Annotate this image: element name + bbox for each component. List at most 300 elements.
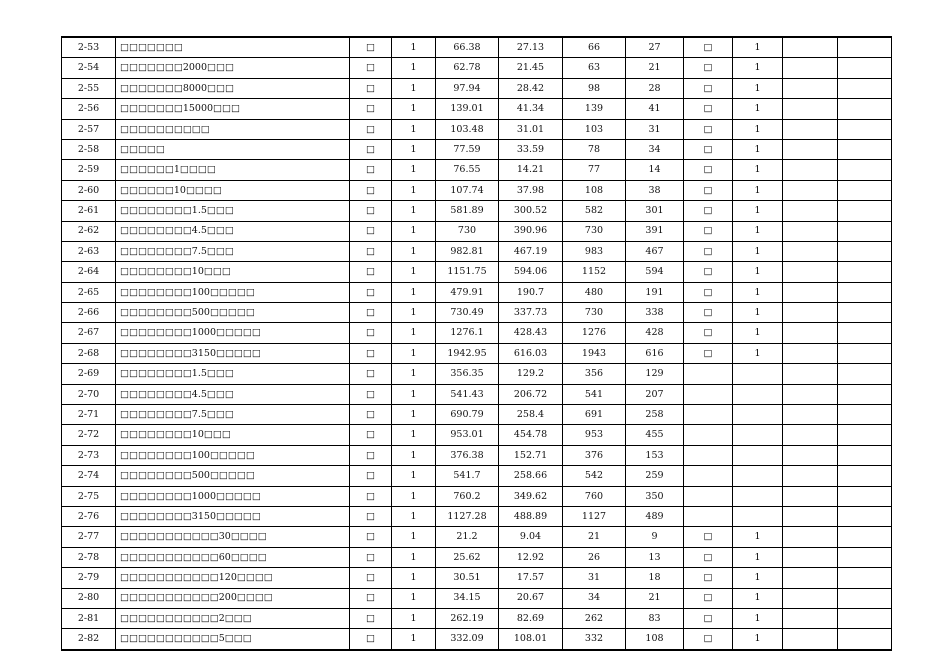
blank-cell	[783, 364, 838, 384]
quantity-cell-2: 1	[733, 323, 783, 343]
labor-cost-cell: 337.73	[499, 303, 563, 323]
unit-price-cell: 103.48	[436, 119, 499, 139]
table-row	[62, 323, 892, 343]
rounded-price-cell: 1152	[563, 262, 626, 282]
labor-cost-cell: 454.78	[499, 425, 563, 445]
rounded-labor-cell: 207	[626, 384, 684, 404]
labor-cost-cell: 428.43	[499, 323, 563, 343]
unit-cell: □	[350, 343, 392, 363]
table-row	[62, 58, 892, 78]
rounded-price-cell: 103	[563, 119, 626, 139]
item-code-cell: 2-77	[62, 527, 116, 547]
rounded-price-cell: 108	[563, 180, 626, 200]
rounded-price-cell: 31	[563, 568, 626, 588]
blank-cell	[783, 608, 838, 628]
rounded-price-cell: 1276	[563, 323, 626, 343]
item-name-cell: □□□□□□□2000□□□	[116, 58, 350, 78]
table-row	[62, 445, 892, 465]
labor-cost-cell: 27.13	[499, 37, 563, 58]
unit-cell: □	[350, 58, 392, 78]
unit-cell-2: □	[684, 262, 733, 282]
item-code-cell: 2-55	[62, 78, 116, 98]
quantity-cell: 1	[392, 608, 436, 628]
quantity-cell: 1	[392, 466, 436, 486]
quantity-cell: 1	[392, 364, 436, 384]
item-code-cell: 2-59	[62, 160, 116, 180]
quantity-cell: 1	[392, 99, 436, 119]
unit-cell-2	[684, 384, 733, 404]
rounded-labor-cell: 27	[626, 37, 684, 58]
unit-cell-2: □	[684, 160, 733, 180]
quantity-cell-2	[733, 425, 783, 445]
rounded-price-cell: 63	[563, 58, 626, 78]
table-row	[62, 180, 892, 200]
blank-cell	[838, 180, 892, 200]
blank-cell	[838, 323, 892, 343]
quantity-cell: 1	[392, 282, 436, 302]
price-table	[61, 36, 892, 651]
unit-cell: □	[350, 99, 392, 119]
unit-cell-2	[684, 364, 733, 384]
table-row	[62, 466, 892, 486]
rounded-labor-cell: 153	[626, 445, 684, 465]
unit-price-cell: 1276.1	[436, 323, 499, 343]
labor-cost-cell: 108.01	[499, 629, 563, 650]
quantity-cell: 1	[392, 547, 436, 567]
table-row	[62, 527, 892, 547]
rounded-price-cell: 480	[563, 282, 626, 302]
labor-cost-cell: 41.34	[499, 99, 563, 119]
item-code-cell: 2-75	[62, 486, 116, 506]
blank-cell	[838, 568, 892, 588]
quantity-cell-2: 1	[733, 588, 783, 608]
item-name-cell: □□□□□□□□3150□□□□□	[116, 506, 350, 526]
labor-cost-cell: 37.98	[499, 180, 563, 200]
quantity-cell-2: 1	[733, 139, 783, 159]
quantity-cell: 1	[392, 445, 436, 465]
blank-cell	[838, 425, 892, 445]
unit-cell-2: □	[684, 323, 733, 343]
blank-cell	[783, 37, 838, 58]
table-row	[62, 425, 892, 445]
item-name-cell: □□□□□□□□7.5□□□	[116, 241, 350, 261]
labor-cost-cell: 488.89	[499, 506, 563, 526]
unit-cell: □	[350, 262, 392, 282]
table-row	[62, 160, 892, 180]
blank-cell	[783, 486, 838, 506]
rounded-price-cell: 691	[563, 405, 626, 425]
item-code-cell: 2-62	[62, 221, 116, 241]
rounded-labor-cell: 350	[626, 486, 684, 506]
table-row	[62, 119, 892, 139]
unit-price-cell: 760.2	[436, 486, 499, 506]
unit-cell-2: □	[684, 201, 733, 221]
table-row	[62, 139, 892, 159]
table-row	[62, 405, 892, 425]
rounded-labor-cell: 259	[626, 466, 684, 486]
item-name-cell: □□□□□□□□1000□□□□□	[116, 486, 350, 506]
quantity-cell: 1	[392, 241, 436, 261]
quantity-cell-2: 1	[733, 241, 783, 261]
blank-cell	[783, 588, 838, 608]
quantity-cell: 1	[392, 262, 436, 282]
unit-cell-2: □	[684, 58, 733, 78]
rounded-labor-cell: 21	[626, 588, 684, 608]
item-name-cell: □□□□□□10□□□□	[116, 180, 350, 200]
quantity-cell-2: 1	[733, 58, 783, 78]
unit-cell-2: □	[684, 527, 733, 547]
unit-cell: □	[350, 608, 392, 628]
blank-cell	[783, 78, 838, 98]
blank-cell	[783, 445, 838, 465]
item-name-cell: □□□□□□□□1000□□□□□	[116, 323, 350, 343]
unit-cell-2	[684, 486, 733, 506]
rounded-labor-cell: 28	[626, 78, 684, 98]
unit-price-cell: 66.38	[436, 37, 499, 58]
item-code-cell: 2-78	[62, 547, 116, 567]
labor-cost-cell: 9.04	[499, 527, 563, 547]
item-code-cell: 2-64	[62, 262, 116, 282]
rounded-labor-cell: 13	[626, 547, 684, 567]
unit-price-cell: 1127.28	[436, 506, 499, 526]
blank-cell	[838, 588, 892, 608]
quantity-cell-2: 1	[733, 201, 783, 221]
quantity-cell: 1	[392, 527, 436, 547]
labor-cost-cell: 190.7	[499, 282, 563, 302]
rounded-labor-cell: 338	[626, 303, 684, 323]
rounded-labor-cell: 83	[626, 608, 684, 628]
quantity-cell: 1	[392, 221, 436, 241]
blank-cell	[783, 241, 838, 261]
unit-price-cell: 953.01	[436, 425, 499, 445]
quantity-cell-2: 1	[733, 221, 783, 241]
rounded-price-cell: 262	[563, 608, 626, 628]
blank-cell	[838, 37, 892, 58]
quantity-cell-2: 1	[733, 282, 783, 302]
unit-cell: □	[350, 445, 392, 465]
unit-cell: □	[350, 160, 392, 180]
blank-cell	[783, 58, 838, 78]
blank-cell	[783, 282, 838, 302]
table-row	[62, 547, 892, 567]
quantity-cell: 1	[392, 37, 436, 58]
rounded-price-cell: 376	[563, 445, 626, 465]
rounded-labor-cell: 489	[626, 506, 684, 526]
quantity-cell-2	[733, 405, 783, 425]
blank-cell	[783, 119, 838, 139]
item-name-cell: □□□□□□□15000□□□	[116, 99, 350, 119]
item-name-cell: □□□□□□□□4.5□□□	[116, 221, 350, 241]
blank-cell	[783, 466, 838, 486]
item-name-cell: □□□□□	[116, 139, 350, 159]
item-code-cell: 2-69	[62, 364, 116, 384]
unit-cell-2	[684, 425, 733, 445]
rounded-price-cell: 1127	[563, 506, 626, 526]
item-name-cell: □□□□□□□□1.5□□□	[116, 201, 350, 221]
rounded-price-cell: 953	[563, 425, 626, 445]
item-name-cell: □□□□□□□□100□□□□□	[116, 445, 350, 465]
rounded-price-cell: 78	[563, 139, 626, 159]
item-name-cell: □□□□□□□□3150□□□□□	[116, 343, 350, 363]
unit-cell: □	[350, 282, 392, 302]
quantity-cell: 1	[392, 160, 436, 180]
rounded-labor-cell: 14	[626, 160, 684, 180]
blank-cell	[783, 425, 838, 445]
rounded-labor-cell: 467	[626, 241, 684, 261]
item-name-cell: □□□□□□□□10□□□	[116, 425, 350, 445]
blank-cell	[838, 303, 892, 323]
unit-price-cell: 1151.75	[436, 262, 499, 282]
unit-price-cell: 541.7	[436, 466, 499, 486]
blank-cell	[838, 343, 892, 363]
blank-cell	[838, 221, 892, 241]
unit-cell: □	[350, 241, 392, 261]
labor-cost-cell: 258.66	[499, 466, 563, 486]
item-name-cell: □□□□□□□□□□□200□□□□	[116, 588, 350, 608]
blank-cell	[838, 364, 892, 384]
unit-price-cell: 541.43	[436, 384, 499, 404]
unit-price-cell: 139.01	[436, 99, 499, 119]
unit-cell: □	[350, 180, 392, 200]
quantity-cell-2: 1	[733, 119, 783, 139]
item-code-cell: 2-71	[62, 405, 116, 425]
quantity-cell: 1	[392, 323, 436, 343]
blank-cell	[838, 405, 892, 425]
quantity-cell-2: 1	[733, 37, 783, 58]
rounded-labor-cell: 31	[626, 119, 684, 139]
rounded-labor-cell: 258	[626, 405, 684, 425]
quantity-cell: 1	[392, 486, 436, 506]
quantity-cell: 1	[392, 405, 436, 425]
quantity-cell-2: 1	[733, 568, 783, 588]
unit-cell: □	[350, 384, 392, 404]
labor-cost-cell: 616.03	[499, 343, 563, 363]
blank-cell	[783, 568, 838, 588]
rounded-price-cell: 730	[563, 303, 626, 323]
blank-cell	[838, 78, 892, 98]
rounded-price-cell: 139	[563, 99, 626, 119]
blank-cell	[838, 119, 892, 139]
unit-cell: □	[350, 568, 392, 588]
table-row	[62, 568, 892, 588]
unit-cell: □	[350, 303, 392, 323]
quantity-cell-2: 1	[733, 160, 783, 180]
blank-cell	[783, 506, 838, 526]
unit-cell: □	[350, 119, 392, 139]
blank-cell	[783, 139, 838, 159]
quantity-cell: 1	[392, 180, 436, 200]
spreadsheet	[61, 36, 892, 651]
labor-cost-cell: 349.62	[499, 486, 563, 506]
unit-price-cell: 581.89	[436, 201, 499, 221]
table-row	[62, 262, 892, 282]
blank-cell	[838, 384, 892, 404]
item-name-cell: □□□□□□□	[116, 37, 350, 58]
blank-cell	[838, 486, 892, 506]
rounded-price-cell: 730	[563, 221, 626, 241]
quantity-cell-2	[733, 364, 783, 384]
unit-cell-2: □	[684, 180, 733, 200]
quantity-cell-2: 1	[733, 78, 783, 98]
unit-cell-2: □	[684, 119, 733, 139]
item-name-cell: □□□□□□□□□□□5□□□	[116, 629, 350, 650]
labor-cost-cell: 129.2	[499, 364, 563, 384]
item-code-cell: 2-80	[62, 588, 116, 608]
quantity-cell: 1	[392, 139, 436, 159]
unit-price-cell: 356.35	[436, 364, 499, 384]
unit-cell-2: □	[684, 608, 733, 628]
rounded-labor-cell: 41	[626, 99, 684, 119]
unit-cell: □	[350, 37, 392, 58]
table-row	[62, 343, 892, 363]
blank-cell	[838, 201, 892, 221]
unit-cell-2: □	[684, 547, 733, 567]
table-row	[62, 608, 892, 628]
rounded-labor-cell: 428	[626, 323, 684, 343]
item-code-cell: 2-56	[62, 99, 116, 119]
rounded-labor-cell: 9	[626, 527, 684, 547]
blank-cell	[838, 547, 892, 567]
table-row	[62, 629, 892, 650]
unit-cell: □	[350, 405, 392, 425]
blank-cell	[783, 547, 838, 567]
blank-cell	[838, 99, 892, 119]
item-code-cell: 2-73	[62, 445, 116, 465]
labor-cost-cell: 467.19	[499, 241, 563, 261]
item-code-cell: 2-53	[62, 37, 116, 58]
unit-cell: □	[350, 506, 392, 526]
unit-price-cell: 25.62	[436, 547, 499, 567]
blank-cell	[838, 241, 892, 261]
unit-cell-2	[684, 506, 733, 526]
unit-cell: □	[350, 364, 392, 384]
quantity-cell: 1	[392, 588, 436, 608]
blank-cell	[783, 323, 838, 343]
unit-cell: □	[350, 486, 392, 506]
labor-cost-cell: 21.45	[499, 58, 563, 78]
item-name-cell: □□□□□□□□7.5□□□	[116, 405, 350, 425]
quantity-cell: 1	[392, 201, 436, 221]
quantity-cell: 1	[392, 58, 436, 78]
item-name-cell: □□□□□□□□4.5□□□	[116, 384, 350, 404]
quantity-cell-2	[733, 445, 783, 465]
labor-cost-cell: 20.67	[499, 588, 563, 608]
blank-cell	[783, 527, 838, 547]
quantity-cell-2: 1	[733, 547, 783, 567]
unit-price-cell: 982.81	[436, 241, 499, 261]
item-name-cell: □□□□□□□8000□□□	[116, 78, 350, 98]
labor-cost-cell: 390.96	[499, 221, 563, 241]
labor-cost-cell: 33.59	[499, 139, 563, 159]
blank-cell	[783, 262, 838, 282]
rounded-labor-cell: 108	[626, 629, 684, 650]
rounded-price-cell: 26	[563, 547, 626, 567]
unit-cell-2: □	[684, 99, 733, 119]
quantity-cell: 1	[392, 78, 436, 98]
rounded-price-cell: 66	[563, 37, 626, 58]
item-code-cell: 2-76	[62, 506, 116, 526]
quantity-cell: 1	[392, 303, 436, 323]
item-code-cell: 2-79	[62, 568, 116, 588]
item-name-cell: □□□□□□□□100□□□□□	[116, 282, 350, 302]
quantity-cell-2: 1	[733, 608, 783, 628]
blank-cell	[838, 58, 892, 78]
item-name-cell: □□□□□□□□1.5□□□	[116, 364, 350, 384]
blank-cell	[783, 405, 838, 425]
unit-cell-2: □	[684, 588, 733, 608]
rounded-labor-cell: 594	[626, 262, 684, 282]
labor-cost-cell: 152.71	[499, 445, 563, 465]
labor-cost-cell: 594.06	[499, 262, 563, 282]
quantity-cell: 1	[392, 384, 436, 404]
rounded-price-cell: 21	[563, 527, 626, 547]
item-code-cell: 2-74	[62, 466, 116, 486]
item-code-cell: 2-65	[62, 282, 116, 302]
unit-price-cell: 690.79	[436, 405, 499, 425]
table-row	[62, 384, 892, 404]
unit-price-cell: 332.09	[436, 629, 499, 650]
item-code-cell: 2-63	[62, 241, 116, 261]
unit-cell: □	[350, 629, 392, 650]
rounded-labor-cell: 21	[626, 58, 684, 78]
rounded-price-cell: 582	[563, 201, 626, 221]
blank-cell	[783, 629, 838, 650]
table-row	[62, 506, 892, 526]
item-name-cell: □□□□□□□□□□	[116, 119, 350, 139]
rounded-labor-cell: 129	[626, 364, 684, 384]
unit-cell-2: □	[684, 241, 733, 261]
quantity-cell: 1	[392, 425, 436, 445]
unit-cell: □	[350, 466, 392, 486]
item-code-cell: 2-67	[62, 323, 116, 343]
unit-price-cell: 262.19	[436, 608, 499, 628]
blank-cell	[783, 201, 838, 221]
item-code-cell: 2-58	[62, 139, 116, 159]
labor-cost-cell: 12.92	[499, 547, 563, 567]
rounded-labor-cell: 38	[626, 180, 684, 200]
rounded-price-cell: 983	[563, 241, 626, 261]
quantity-cell-2	[733, 506, 783, 526]
table-row	[62, 588, 892, 608]
blank-cell	[783, 343, 838, 363]
blank-cell	[783, 221, 838, 241]
item-code-cell: 2-70	[62, 384, 116, 404]
item-name-cell: □□□□□□□□□□□30□□□□	[116, 527, 350, 547]
labor-cost-cell: 28.42	[499, 78, 563, 98]
blank-cell	[838, 466, 892, 486]
unit-price-cell: 77.59	[436, 139, 499, 159]
rounded-price-cell: 332	[563, 629, 626, 650]
rounded-price-cell: 98	[563, 78, 626, 98]
labor-cost-cell: 206.72	[499, 384, 563, 404]
item-name-cell: □□□□□□1□□□□	[116, 160, 350, 180]
blank-cell	[838, 527, 892, 547]
quantity-cell: 1	[392, 119, 436, 139]
table-row	[62, 99, 892, 119]
unit-cell: □	[350, 425, 392, 445]
item-code-cell: 2-82	[62, 629, 116, 650]
unit-cell: □	[350, 323, 392, 343]
rounded-labor-cell: 616	[626, 343, 684, 363]
table-row	[62, 241, 892, 261]
item-name-cell: □□□□□□□□10□□□	[116, 262, 350, 282]
quantity-cell-2: 1	[733, 180, 783, 200]
unit-price-cell: 76.55	[436, 160, 499, 180]
quantity-cell: 1	[392, 568, 436, 588]
item-code-cell: 2-81	[62, 608, 116, 628]
item-name-cell: □□□□□□□□□□□60□□□□	[116, 547, 350, 567]
rounded-labor-cell: 301	[626, 201, 684, 221]
